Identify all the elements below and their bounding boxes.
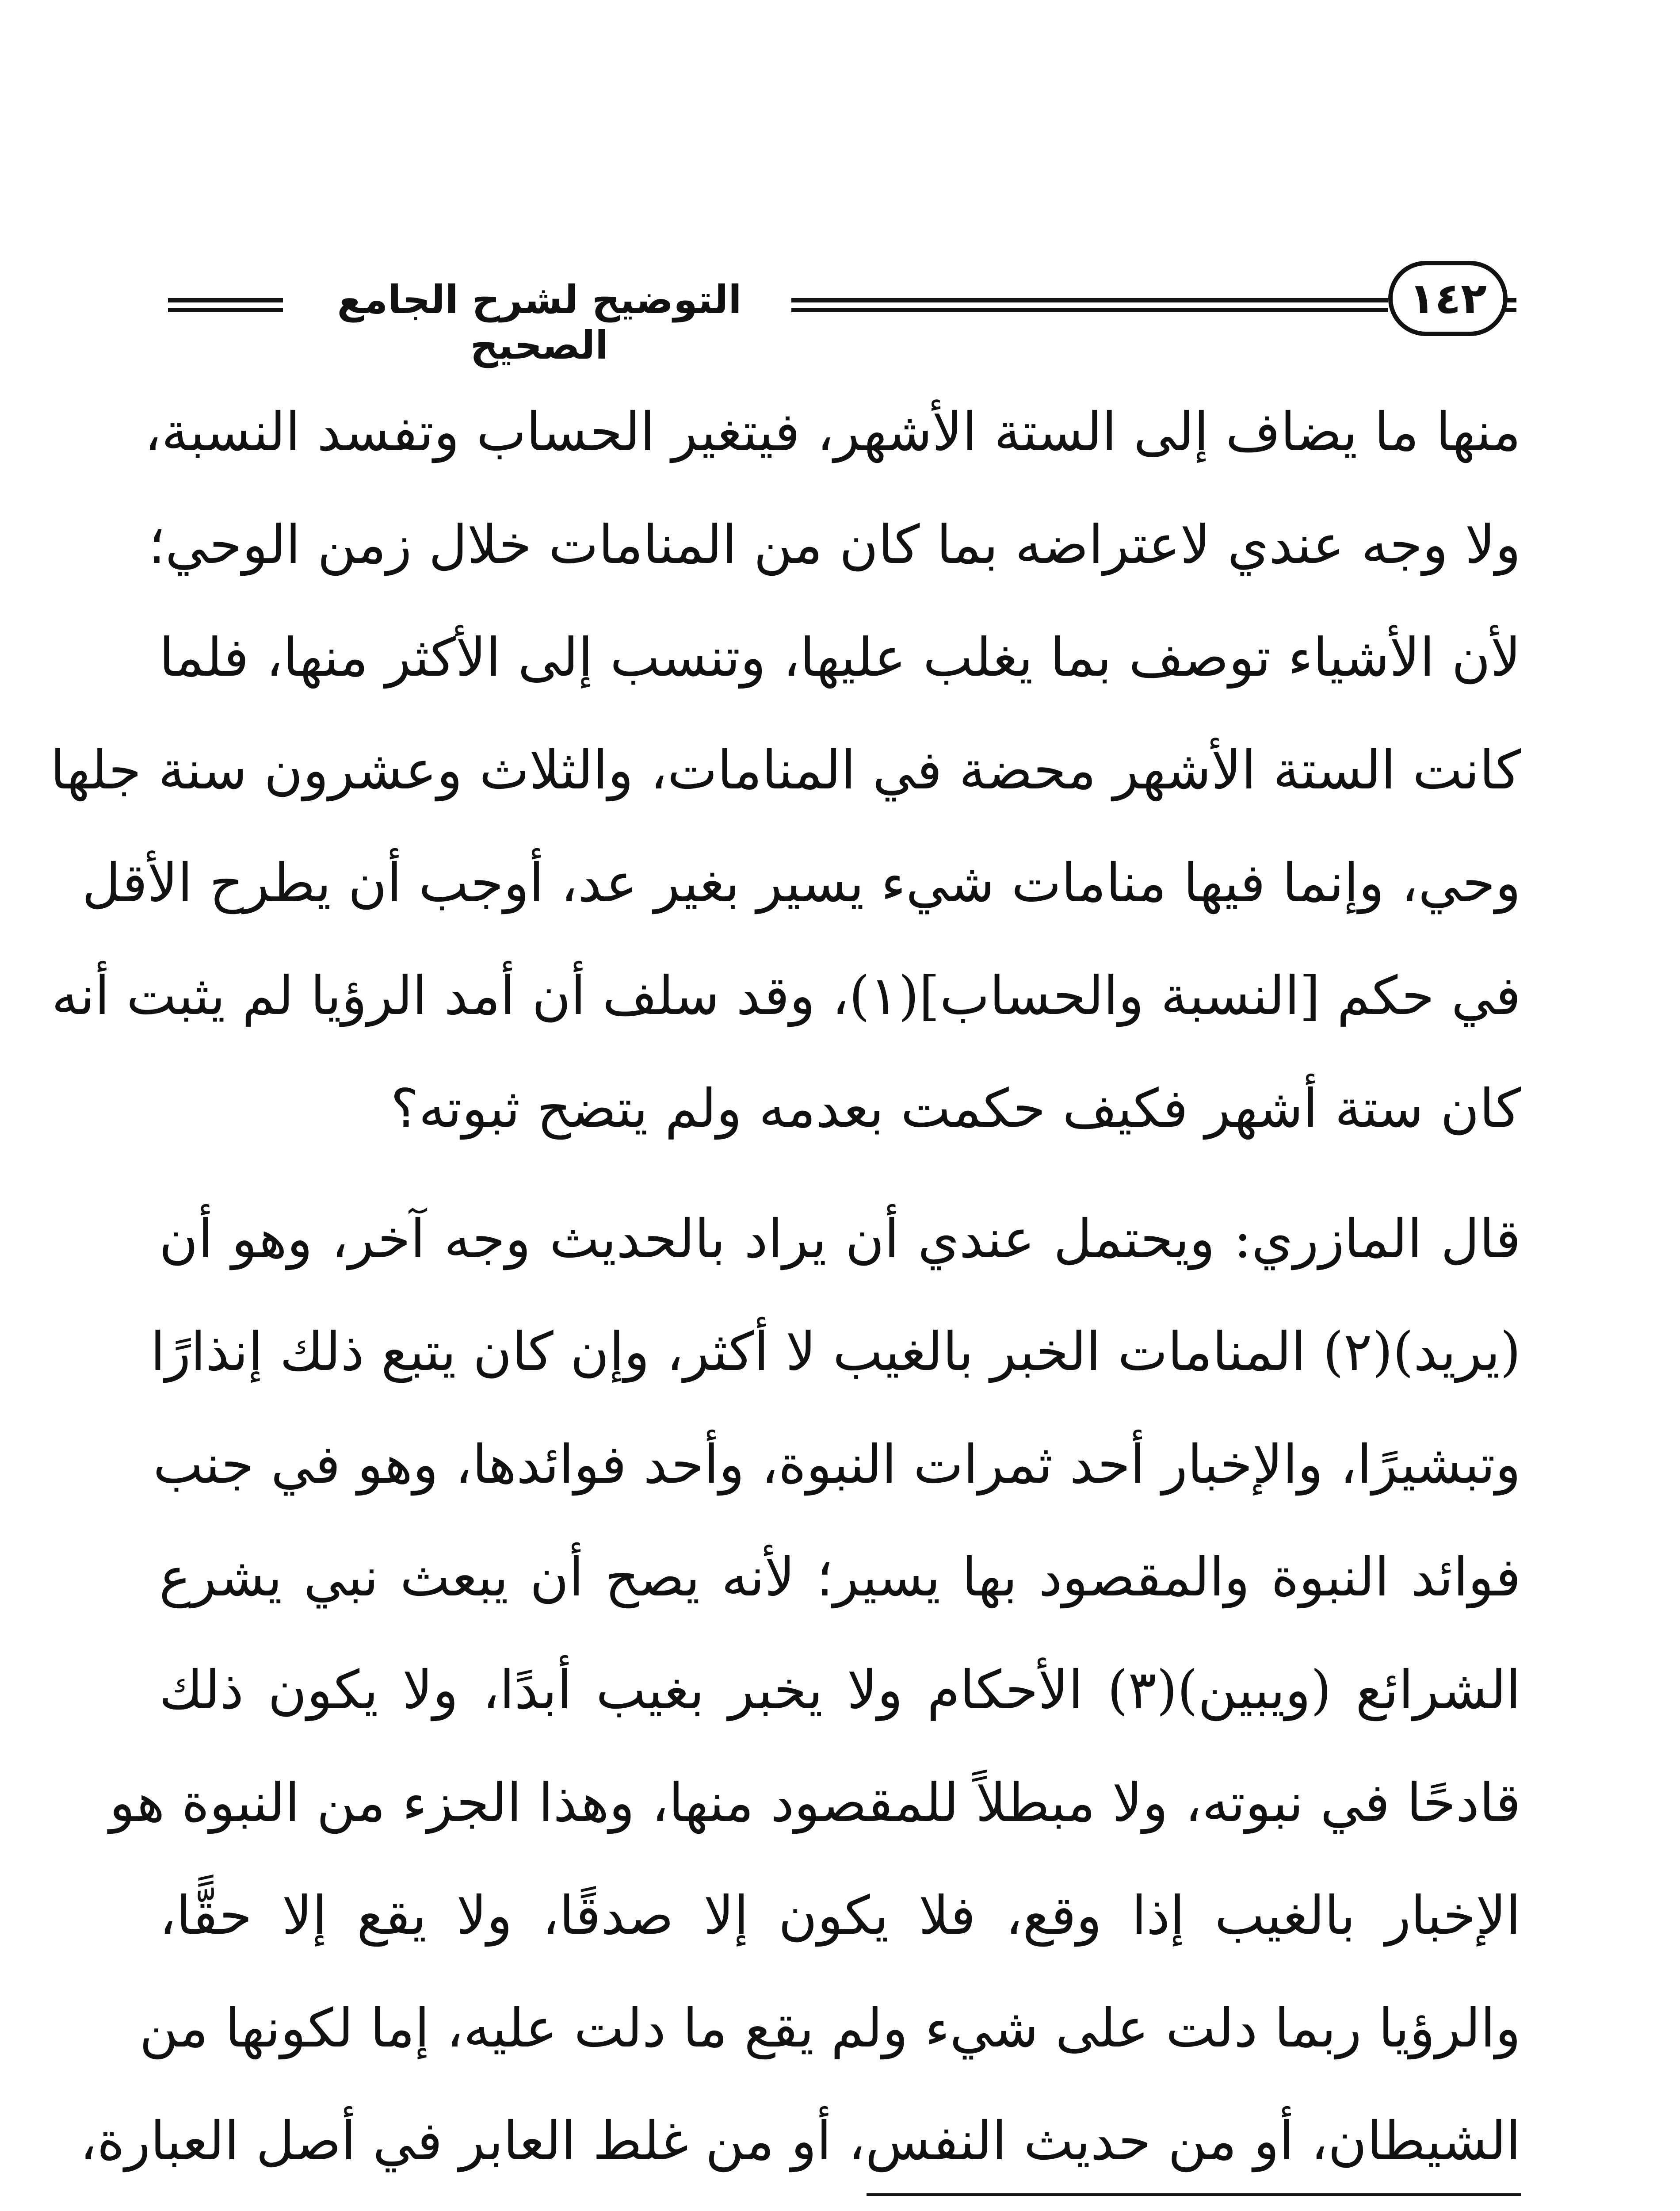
header-rule-right xyxy=(1503,296,1516,314)
running-header xyxy=(168,248,1512,368)
body-line: وتبشيرًا، والإخبار أحد ثمرات النبوة، وأحد فوائدها، وهو في جنب xyxy=(153,1434,1521,1496)
body-line: وحي، وإنما فيها منامات شيء يسير بغير عد، أوجب أن يطرح الأقل xyxy=(82,853,1521,914)
paragraph-gap xyxy=(159,1165,1521,1183)
body-line: والرؤيا ربما دلت على شيء ولم يقع ما دلت عليه، إما لكونها من xyxy=(139,1998,1521,2059)
body-line: كانت الستة الأشهر محضة في المنامات، والثلاث وعشرون سنة جلها xyxy=(50,740,1521,801)
body-line: قال المازري: ويحتمل عندي أن يراد بالحديث وجه آخر، وهو أن xyxy=(159,1209,1521,1270)
body-line: كان ستة أشهر فكيف حكمت بعدمه ولم يتضح ثبوته؟ xyxy=(390,1078,1521,1140)
body-text xyxy=(50,376,1521,2211)
header-rule-left xyxy=(168,296,283,314)
page-number-badge: ١٤٢ xyxy=(1388,261,1508,336)
body-line: الشرائع (ويبين)(٣) الأحكام ولا يخبر بغيب أبدًا، ولا يكون ذلك xyxy=(159,1660,1521,1721)
body-line xyxy=(159,2198,1521,2211)
footnote-separator xyxy=(867,2193,1521,2196)
body-line: منها ما يضاف إلى الستة الأشهر، فيتغير الحساب وتفسد النسبة، xyxy=(144,402,1521,463)
body-line: الشيطان، أو من حديث النفس، أو من غلط العابر في أصل العبارة، xyxy=(80,2111,1521,2172)
body-line: الإخبار بالغيب إذا وقع، فلا يكون إلا صدقًا، ولا يقع إلا حقًّا، xyxy=(159,1885,1521,1947)
body-line: فوائد النبوة والمقصود بها يسير؛ لأنه يصح أن يبعث نبي يشرع xyxy=(159,1547,1521,1608)
body-line: قادحًا في نبوته، ولا مبطلاً للمقصود منها، وهذا الجزء من النبوة هو xyxy=(109,1772,1521,1834)
header-rule-middle xyxy=(791,296,1388,314)
body-line: في حكم [النسبة والحساب](١)، وقد سلف أن أمد الرؤيا لم يثبت أنه xyxy=(51,965,1521,1027)
running-header-title: التوضيح لشرح الجامع الصحيح xyxy=(337,277,742,368)
body-line: ولا وجه عندي لاعتراضه بما كان من المنامات خلال زمن الوحي؛ xyxy=(148,514,1521,576)
body-line: (يريد)(٢) المنامات الخبر بالغيب لا أكثر، وإن كان يتبع ذلك إنذارًا xyxy=(150,1321,1521,1383)
body-line: لأن الأشياء توصف بما يغلب عليها، وتنسب إلى الأكثر منها، فلما xyxy=(159,627,1521,689)
